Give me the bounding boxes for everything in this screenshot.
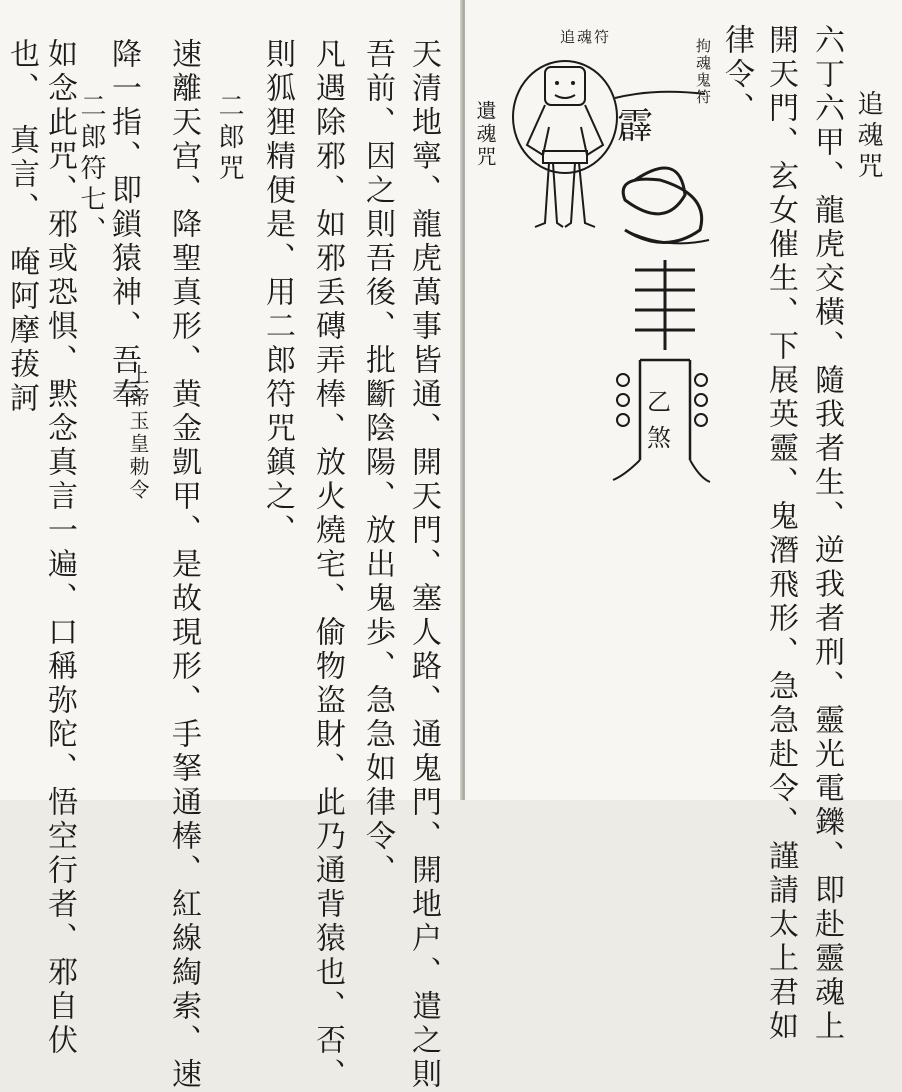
- text-column: 如念此咒、邪或恐惧、黙念真言一遍、口稱弥陀、悟空行者、邪自伏: [42, 38, 77, 1058]
- text-column: 降一指、即鎖猿神、吾奉: [106, 38, 141, 412]
- svg-text:乙: 乙: [647, 388, 671, 416]
- text-column: 律令、: [719, 24, 754, 126]
- text-column: 天清地寧、龍虎萬事皆通、開天門、塞人路、通鬼門、開地户、遣之則: [406, 38, 441, 1092]
- text-column: 則狐狸精便是、用二郎符咒鎮之、: [260, 38, 295, 548]
- section-heading-erlang-spell: 二郎咒: [214, 92, 244, 185]
- right-page: [465, 0, 902, 1044]
- text-column-annotation: 上帝玉皇勅令: [126, 364, 150, 502]
- talisman-label: 拘魂鬼符: [694, 38, 712, 106]
- mantra-column: 唵阿摩菝訶: [4, 246, 39, 416]
- text-column: 吾前、因之則吾後、批斷陰陽、放出鬼歩、急急如律令、: [360, 38, 395, 888]
- svg-text:霹: 霹: [617, 106, 654, 147]
- text-column: 真言、: [4, 124, 39, 226]
- section-heading-erlang-talisman: 二郎符七、: [76, 92, 106, 247]
- section-heading-zhuihun-spell: 追魂咒: [853, 90, 883, 183]
- text-column: 開天門、玄女催生、下展英靈、鬼潛飛形、急急赴令、謹請太上君如: [763, 24, 798, 1044]
- ghost-binding-talisman: [605, 80, 715, 490]
- text-column: 六丁六甲、龍虎交橫、隨我者生、逆我者刑、靈光電鑠、即赴靈魂上: [809, 24, 844, 1044]
- svg-text:煞: 煞: [647, 424, 671, 452]
- text-column: 凡遇除邪、如邪丢磚弄棒、放火燒宅、偷物盗財、此乃通背猿也、否、: [310, 38, 345, 1092]
- text-column: 速離天宫、降聖真形、黄金凱甲、是故現形、手拏通棒、紅線綯索、速: [166, 38, 201, 1092]
- talisman-label: 遺魂咒: [473, 100, 497, 169]
- figure-label: 追魂符: [560, 28, 612, 46]
- text-column: 也、: [4, 38, 39, 106]
